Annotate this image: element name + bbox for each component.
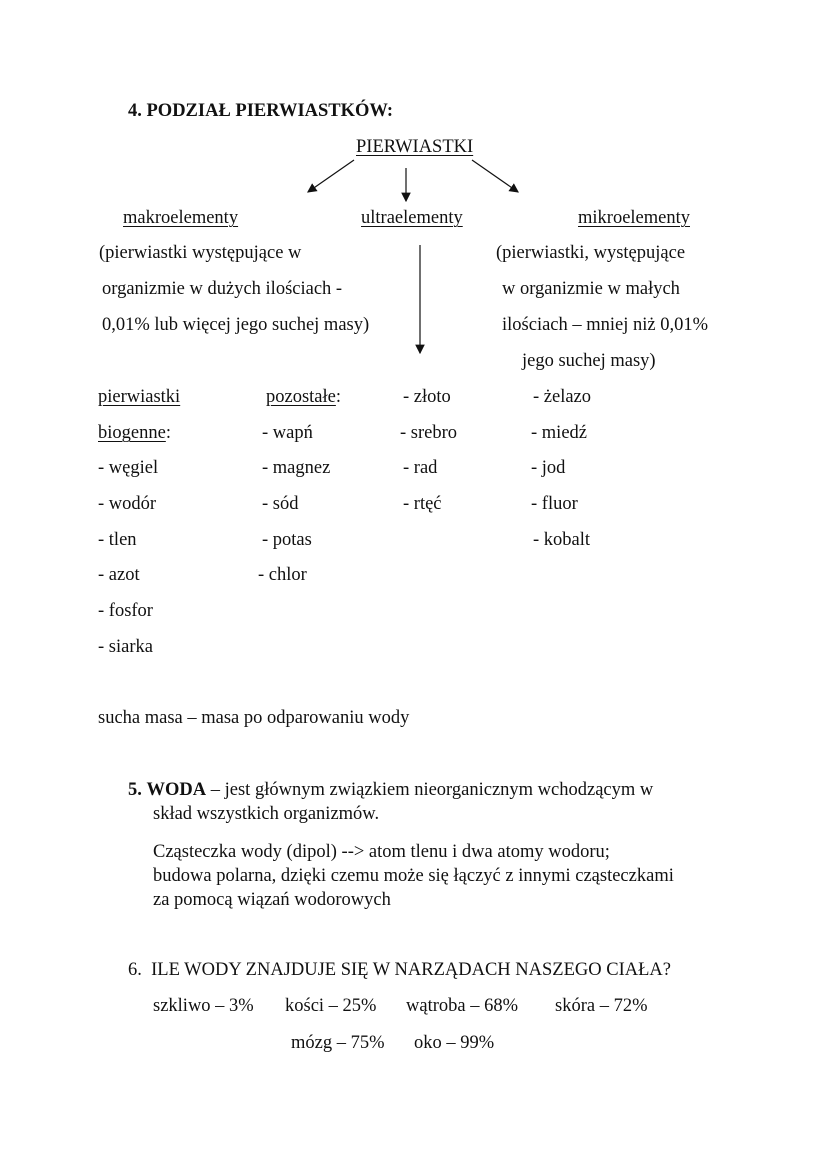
dry-mass-note: sucha masa – masa po odparowaniu wody [98, 708, 410, 728]
biogenic-item: - węgiel [98, 458, 159, 478]
water-content-item: skóra – 72% [555, 996, 648, 1016]
ultra-item: - rtęć [403, 494, 442, 514]
section-5-keyword: WODA [146, 780, 207, 800]
arrow-to-micro [472, 160, 518, 192]
section-5-para-line: budowa polarna, dzięki czemu może się łączyć z innymi cząsteczkami [153, 866, 674, 886]
water-content-item: kości – 25% [285, 996, 377, 1016]
ultra-heading: ultraelementy [361, 208, 463, 228]
water-content-item: szkliwo – 3% [153, 996, 254, 1016]
section-5-line-1 [128, 779, 653, 801]
ultra-item: - rad [403, 458, 438, 478]
biogenic-item: - fosfor [98, 601, 153, 621]
biogenic-heading-2 [98, 422, 171, 444]
section-5-number: 5. [128, 780, 142, 800]
colon: : [165, 423, 171, 443]
micro-item: - żelazo [533, 387, 592, 407]
biogenic-heading: pierwiastki [98, 387, 181, 407]
others-heading [266, 386, 341, 408]
section-5-para-line: Cząsteczka wody (dipol) --> atom tlenu i dwa atomy wodoru; [153, 842, 610, 862]
micro-item: - fluor [531, 494, 578, 514]
micro-desc-line: w organizmie w małych [502, 279, 680, 299]
section-5-definition: – jest głównym związkiem nieorganicznym wchodzącym w [206, 780, 654, 800]
biogenic-item: - azot [98, 565, 140, 585]
micro-desc-line: ilościach – mniej niż 0,01% [502, 315, 709, 335]
others-item: - chlor [258, 565, 307, 585]
water-content-item: oko – 99% [414, 1033, 495, 1053]
ultra-item: - złoto [403, 387, 451, 407]
ultra-item: - srebro [400, 423, 458, 443]
water-content-item: wątroba – 68% [406, 996, 518, 1016]
colon: : [335, 387, 342, 407]
micro-desc-line: jego suchej masy) [522, 351, 656, 371]
root-label-pierwiastki: PIERWIASTKI [356, 137, 474, 157]
macro-desc-line: 0,01% lub więcej jego suchej masy) [102, 315, 370, 335]
others-item: - magnez [262, 458, 331, 478]
section-4-title: 4. PODZIAŁ PIERWIASTKÓW: [128, 101, 394, 121]
section-5-para-line: za pomocą wiązań wodorowych [153, 890, 391, 910]
macro-desc-line: organizmie w dużych ilościach - [102, 279, 343, 299]
section-6-title: ILE WODY ZNAJDUJE SIĘ W NARZĄDACH NASZEGO CIAŁA? [151, 960, 671, 980]
section-5-line-2: skład wszystkich organizmów. [153, 804, 380, 824]
micro-item: - kobalt [533, 530, 591, 550]
section-6-title-row [128, 959, 671, 981]
biogenic-item: - wodór [98, 494, 157, 514]
others-item: - potas [262, 530, 312, 550]
macro-desc-line: (pierwiastki występujące w [99, 243, 302, 263]
micro-desc-line: (pierwiastki, występujące [496, 243, 686, 263]
others-item: - wapń [262, 423, 313, 443]
arrow-to-macro [308, 160, 354, 192]
micro-item: - miedź [531, 423, 587, 443]
biogenic-heading-word: biogenne [98, 423, 166, 443]
water-content-item: mózg – 75% [291, 1033, 385, 1053]
biogenic-item: - siarka [98, 637, 153, 657]
section-6-number: 6. [128, 960, 142, 980]
others-heading-word: pozostałe [266, 387, 336, 407]
biogenic-item: - tlen [98, 530, 137, 550]
micro-item: - jod [531, 458, 566, 478]
others-item: - sód [262, 494, 299, 514]
micro-heading: mikroelementy [578, 208, 690, 228]
macro-heading: makroelementy [123, 208, 239, 228]
